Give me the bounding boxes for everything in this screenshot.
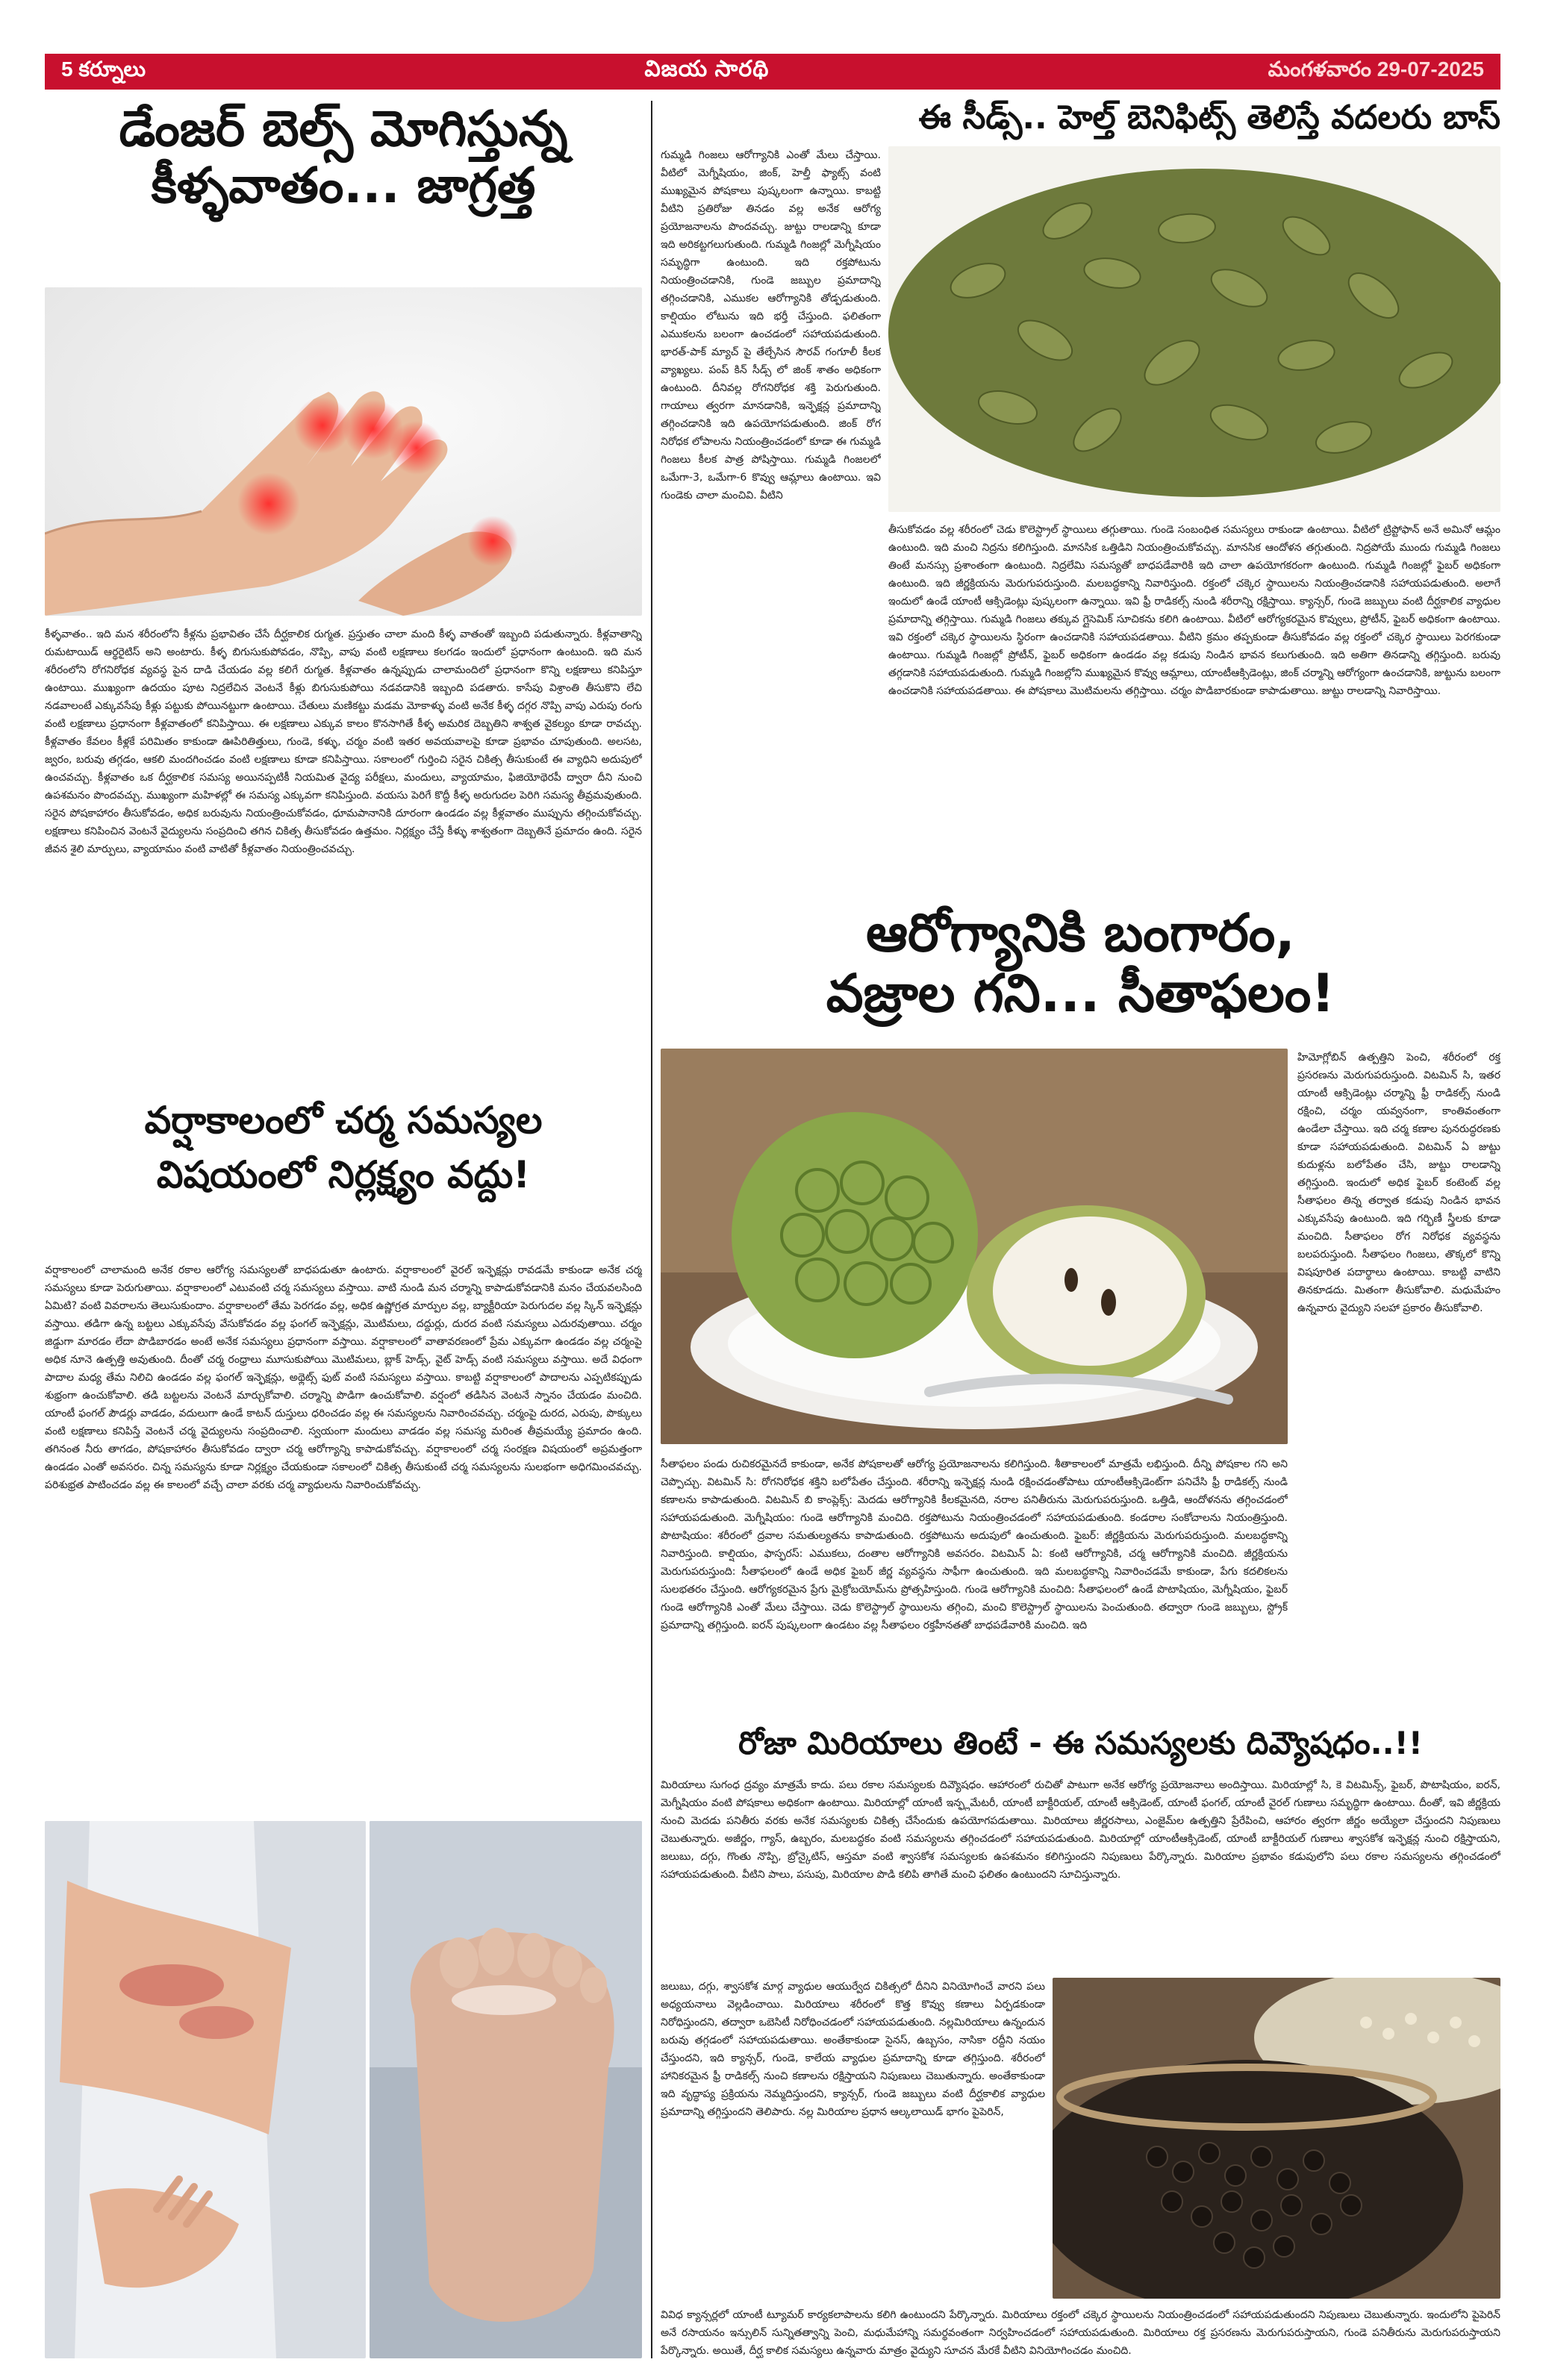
skin-rash-arm-photo (45, 1821, 366, 2358)
arthritis-headline (45, 101, 642, 214)
pepper-body-bottom: వివిధ క్యాన్సర్లలో యాంటీ ట్యూమర్ కార్యకలాపాలను కలిగి ఉంటుందని పేర్కొన్నారు. మిరియాలు రక్తంలో చక్కెర స్థాయిలను నియంత్రించడంలో సహాయపడుతుందని నిపుణులు చెబుతున్నారు. ఇందులోని పైపెరిన్ అనే రసాయనం ఇన్సులిన్ సున్నితత్వాన్ని పెంచి, మధుమేహాన్ని సమర్థవంతంగా నిర్వహించడంలో సహాయపడుతుంది. మిరియాలు రక్త ప్రసరణను మెరుగుపరుస్తాయని, గుండె పనితీరును మెరుగుపరుస్తాయని పేర్కొన్నారు. అయితే, దీర్ఘ కాలిక సమస్యలు ఉన్నవారు మాత్రం వైద్యుని సూచన మేరకే వీటిని వినియోగించడం మంచిది. (661, 2309, 1500, 2357)
custard-body-main: సీతాఫలం పండు రుచికరమైనదే కాకుండా, అనేక పోషకాలతో ఆరోగ్య ప్రయోజనాలను కలిగిస్తుంది. శీతాకాలంలో మాత్రమే లభిస్తుంది. దీన్ని పోషకాల గని అని చెప్పొచ్చు. విటమిన్ సి: రోగనిరోధక శక్తిని బలోపేతం చేస్తుంది. శరీరాన్ని ఇన్ఫెక్షన్ల నుండి రక్షించడంతోపాటు యాంటీఆక్సిడెంట్‌గా పనిచేసి ఫ్రీ రాడికల్స్ నుండి కణాలను కాపాడుతుంది. విటమిన్ బి కాంప్లెక్స్: మెదడు ఆరోగ్యానికి కీలకమైనది, నరాల పనితీరును మెరుగుపరుస్తుంది. ఒత్తిడి, ఆందోళనను తగ్గించడంలో సహాయపడుతుంది. మెగ్నీషియం: గుండె ఆరోగ్యానికి మంచిది. రక్తపోటును నియంత్రించడంలో సహాయపడుతుంది. కండరాల సంకోచాలను నియంత్రిస్తుంది. పొటాషియం: శరీరంలో ద్రవాల సమతుల్యతను కాపాడుతుంది. రక్తపోటును అదుపులో ఉంచుతుంది. ఫైబర్: జీర్ణక్రియను మెరుగుపరుస్తుంది. మలబద్ధకాన్ని నివారిస్తుంది. కాల్షియం, ఫాస్ఫరస్: ఎముకలు, దంతాల ఆరోగ్యానికి అవసరం. విటమిన్ ఏ: కంటి ఆరోగ్యానికి, చర్మ ఆరోగ్యానికి మంచిది. జీర్ణక్రియను మెరుగుపరుస్తుంది: సీతాఫలంలో ఉండే అధిక ఫైబర్ జీర్ణ వ్యవస్థను సాఫీగా ఉంచుతుంది. ఇది మలబద్ధకాన్ని నివారించడమే కాకుండా, పేగు కదలికలను సులభతరం చేస్తుంది. ఆరోగ్యకరమైన ప్రేగు మైక్రోబయోమ్‌ను ప్రోత్సహిస్తుంది. గుండె ఆరోగ్యానికి మంచిది: సీతాఫలంలో ఉండే పొటాషియం, మెగ్నీషియం, ఫైబర్ గుండె ఆరోగ్యానికి ఎంతో మేలు చేస్తాయి. చెడు కొలెస్ట్రాల్ స్థాయిలను తగ్గించి, మంచి కొలెస్ట్రాల్ స్థాయిలను పెంచుతుంది. తద్వారా గుండె జబ్బులు, స్ట్రోక్ ప్రమాదాన్ని తగ్గిస్తుంది. ఐరన్ పుష్కలంగా ఉండటం వల్ల సీతాఫలం రక్తహీనతతో బాధపడేవారికి మంచిది. ఇది (661, 1458, 1288, 1631)
masthead (45, 54, 1500, 90)
skin-title-line1: వర్షాకాలంలో చర్మ సమస్యల (144, 1099, 543, 1142)
date: మంగళవారం 29-07-2025 (1268, 57, 1484, 81)
custard-apple-image (661, 1049, 1288, 1444)
pepper-title: రోజా మిరియాలు తింటే - ఈ సమస్యలకు దివ్యౌషధం..!! (738, 1725, 1423, 1761)
custard-photo (661, 1049, 1288, 1444)
arthritis-title-line2: కీళ్ళవాతం... జాగ్రత్త (151, 156, 536, 214)
pepper-photo (1053, 1978, 1500, 2299)
pepper-body-top: మిరియాలు సుగంధ ద్రవ్యం మాత్రమే కాదు. పలు రకాల సమస్యలకు దివ్యౌషధం. ఆహారంలో రుచితో పాటుగా అనేక ఆరోగ్య ప్రయోజనాలు అందిస్తాయి. మిరియాల్లో సి, కె విటమిన్స్, ఫైబర్, పొటాషియం, ఐరన్, మెగ్నీషియం వంటి పోషకాలు అధికంగా ఉంటాయి. మిరియాల్లో యాంటీ ఇన్ఫ్లమేటరీ, యాంటీ బాక్టీరియల్, యాంటీ ఆక్సిడెంట్, యాంటీ ఫంగల్, యాంటీ వైరల్ గుణాలు సమృద్ధిగా ఉంటాయి. దీంతో, ఇవి జీర్ణక్రియ నుంచి మెదడు పనితీరు వరకు అనేక సమస్యలకు చికిత్స చేసేందుకు ఉపయోగపడుతాయి. మిరియాలు జీర్ణరసాలు, ఎంజైమ్‌ల ఉత్పత్తిని ప్రేరేపించి, ఆహారం త్వరగా జీర్ణం అయ్యేలా చేస్తుందని నిపుణులు చెబుతున్నారు. అజీర్ణం, గ్యాస్, ఉబ్బరం, మలబద్ధకం వంటి సమస్యలను తగ్గించడంలో సహాయపడుతుంది. మిరియాల్లో యాంటీఆక్సిడెంట్, యాంటీ బాక్టీరియల్ గుణాలు శ్వాసకోశ ఇన్ఫెక్షన్ల నుంచి రక్షిస్తాయని, జలుబు, దగ్గు, గొంతు నొప్పి, బ్రోన్కైటిస్, ఆస్తమా వంటి శ్వాసకోశ సమస్యలకు ఉపశమనం కలిగిస్తుందని నిపుణులు పేర్కొన్నారు. మిరియాల ప్రభావం కడుపులోని పలు రకాల సమస్యలను తగ్గించడంలో సహాయపడుతుంది. వీటిని పాలు, పసుపు, మిరియాల పొడి కలిపి తాగితే మంచి ఫలితం ఉంటుందని సూచిస్తున్నారు. (661, 1779, 1500, 1881)
skin-foot-photo (370, 1821, 642, 2358)
column-divider (651, 101, 652, 2358)
skin-body: వర్షాకాలంలో చాలామంది అనేక రకాల ఆరోగ్య సమస్యలతో బాధపడుతూ ఉంటారు. వర్షాకాలంలో వైరల్ ఇన్ఫెక్షన్లు రావడమే కాకుండా అనేక చర్మ సమస్యలు కూడా పెరుగుతాయి. వర్షాకాలంలో ఎటువంటి చర్మ సమస్యలు వస్తాయి. వాటి నుండి మన చర్మాన్ని కాపాడుకోవడానికి మనం చేయవలసింది ఏమిటి? వంటి వివరాలను తెలుసుకుందాం. వర్షాకాలంలో తేమ పెరగడం వల్ల, అధిక ఉష్ణోగ్రత మార్పుల వల్ల, బ్యాక్టీరియా పెరుగుదల వల్ల స్కిన్ ఇన్ఫెక్షన్లు వస్తాయి. తడిగా ఉన్న బట్టలు ఎక్కువసేపు వేసుకోవడం వల్ల ఫంగల్ ఇన్ఫెక్షన్లు, మొటిమలు, దద్దుర్లు, దురద వంటి సమస్యలు ఎదురవుతాయి. చర్మం జిడ్డుగా మారడం లేదా పొడిబారడం అంటే అనేక సమస్యలు ప్రధానంగా వస్తాయి. వర్షాకాలంలో వాతావరణంలో ప్రేమ ఎక్కువగా ఉండడం వల్ల చర్మంపై అధిక నూనె ఉత్పత్తి అవుతుంది. దీంతో చర్మ రంధ్రాలు మూసుకుపోయి మొటిమలు, బ్లాక్ హెడ్స్, వైట్ హెడ్స్ వంటి సమస్యలు వస్తాయి. అదే విధంగా పాదాల మధ్య తేమ నిలిచి ఉండడం వల్ల ఫంగల్ ఇన్ఫెక్షన్లు, అథ్లెట్స్ ఫుట్ వంటి సమస్యలు వస్తాయి. కాబట్టి వర్షాకాలంలో పాదాలను ఎప్పటికప్పుడు శుభ్రంగా ఉంచుకోవాలి. తడి బట్టలను వెంటనే మార్చుకోవాలి. చర్మాన్ని పొడిగా ఉంచుకోవాలి. వర్షంలో తడిసిన వెంటనే స్నానం చేయడం మంచిది. యాంటీ ఫంగల్ పౌడర్లు వాడడం, వదులుగా ఉండే కాటన్ దుస్తులు ధరించడం వల్ల ఈ సమస్యలను నివారించవచ్చు. చర్మంపై దురద, ఎరుపు, పొక్కులు వంటి లక్షణాలు కనిపిస్తే వెంటనే చర్మ వైద్యులను సంప్రదించాలి. స్వయంగా మందులు వాడడం వల్ల సమస్య మరింత తీవ్రమయ్యే ప్రమాదం ఉంది. తగినంత నీరు తాగడం, పోషకాహారం తీసుకోవడం ద్వారా చర్మ ఆరోగ్యాన్ని కాపాడుకోవచ్చు. వర్షాకాలంలో చర్మ సంరక్షణ విషయంలో అప్రమత్తంగా ఉండడం ఎంతో అవసరం. చిన్న సమస్యను కూడా నిర్లక్ష్యం చేయకుండా సకాలంలో చికిత్స తీసుకుంటే చర్మ సమస్యలను సులభంగా అధిగమించవచ్చు. పరిశుభ్రత పాటించడం వల్ల ఈ కాలంలో వచ్చే చాలా వరకు చర్మ వ్యాధులను నివారించుకోవచ్చు. (45, 1264, 642, 1491)
arthritis-body: కీళ్ళవాతం.. ఇది మన శరీరంలోని కీళ్లను ప్రభావితం చేసే దీర్ఘకాలిక రుగ్మత. ప్రస్తుతం చాలా మంది కీళ్ళ వాతంతో ఇబ్బంది పడుతున్నారు. కీళ్లవాతాన్ని రుమటాయిడ్ ఆర్థరైటిస్ అని అంటారు. కీళ్ళ బిగుసుకుపోవడం, నొప్పి, వాపు వంటి లక్షణాలు కలగడం ఇందులో ప్రధానంగా ఉంటుంది. ఇది మన శరీరంలోని రోగనిరోధక వ్యవస్థ పైన దాడి చేయడం వల్ల కలిగే రుగ్మత. కీళ్లవాతం ఉన్నప్పుడు చాలామందిలో ప్రధానంగా కొన్ని లక్షణాలు కనిపిస్తూ ఉంటాయి. ముఖ్యంగా ఉదయం పూట నిద్రలేచిన వెంటనే కీళ్లు బిగుసుకుపోయి నడవడానికి ఇబ్బంది పడతారు. కాసేపు విశ్రాంతి తీసుకొని లేచి నడవాలంటే ఎక్కువసేపు కీళ్లు పట్టుకు పోయినట్టుగా ఉంటాయి. చేతులు మణికట్టు మడమ మోకాళ్ళు వంటి అనేక కీళ్ళ దగ్గర నొప్పి వాపు ఎరుపు రంగు వంటి లక్షణాలు ప్రధానంగా కీళ్లవాతంలో కనిపిస్తాయి. ఈ లక్షణాలు ఎక్కువ కాలం కొనసాగితే కీళ్ళ అమరిక దెబ్బతిని శాశ్వత వైకల్యం కూడా రావచ్చు. కీళ్లవాతం కేవలం కీళ్లకే పరిమితం కాకుండా ఊపిరితిత్తులు, గుండె, కళ్ళు, చర్మం వంటి ఇతర అవయవాలపై కూడా ప్రభావం చూపుతుంది. అలసట, జ్వరం, బరువు తగ్గడం, ఆకలి మందగించడం వంటి లక్షణాలు కూడా కనిపిస్తాయి. సకాలంలో గుర్తించి సరైన చికిత్స తీసుకుంటే ఈ వ్యాధిని అదుపులో ఉంచవచ్చు. కీళ్లవాతం ఒక దీర్ఘకాలిక సమస్య అయినప్పటికీ నియమిత వైద్య పరీక్షలు, మందులు, వ్యాయామం, ఫిజియోథెరపీ ద్వారా దీని నుంచి ఉపశమనం పొందవచ్చు. ముఖ్యంగా మహిళల్లో ఈ సమస్య ఎక్కువగా కనిపిస్తుంది. వయసు పెరిగే కొద్దీ కీళ్ళ అరుగుదల పెరిగి సమస్య తీవ్రమవుతుంది. సరైన పోషకాహారం తీసుకోవడం, అధిక బరువును నియంత్రించుకోవడం, ధూమపానానికి దూరంగా ఉండడం వల్ల కీళ్లవాతం ముప్పును తగ్గించుకోవచ్చు. లక్షణాలు కనిపించిన వెంటనే వైద్యులను సంప్రదించి తగిన చికిత్స తీసుకోవడం ఉత్తమం. నిర్లక్ష్యం చేస్తే కీళ్ళు శాశ్వతంగా దెబ్బతినే ప్రమాదం ఉంది. సరైన జీవన శైలి మార్పులు, వ్యాయామం వంటి వాటితో కీళ్లవాతం నియంత్రించవచ్చు. (45, 628, 642, 855)
pumpkin-seeds-image (888, 146, 1500, 512)
skin-title-line2: విషయంలో నిర్లక్ష్యం వద్దు! (156, 1152, 531, 1196)
pepper-body-left: జలుబు, దగ్గు, శ్వాసకోశ మార్గ వ్యాధుల ఆయుర్వేద చికిత్సలో దీనిని వినియోగించే వారని పలు అధ్యయనాలు వెల్లడించాయి. మిరియాలు శరీరంలో కొత్త కొవ్వు కణాలు ఏర్పడకుండా నిరోధిస్తుందని, తద్వారా ఒబెసిటీ నిరోధించడంలో సహాయపడుతుంది. నల్లమిరియాలు ఉన్నందున బరువు తగ్గడంలో సహాయపడుతాయి. అంతేకాకుండా సైనస్, ఉబ్బసం, నాసికా రద్దీని నయం చేస్తుందని, ఇది క్యాన్సర్, గుండె, కాలేయ వ్యాధుల ప్రమాదాన్ని కూడా తగ్గిస్తుంది. శరీరంలో హానికరమైన ఫ్రీ రాడికల్స్ నుంచి కణాలను రక్షిస్తాయని నిపుణులు చెబుతున్నారు. అంతేకాకుండా ఇది వృద్ధాప్య ప్రక్రియను నెమ్మదిస్తుందని, క్యాన్సర్, గుండె జబ్బులు వంటి దీర్ఘకాలిక వ్యాధుల ప్రమాదాన్ని తగ్గిస్తుందని తెలిపారు. నల్ల మిరియాల ప్రధాన ఆల్కలాయిడ్ భాగం పైపెరిన్, (661, 1981, 1045, 2118)
black-pepper-image (1053, 1978, 1500, 2299)
pepper-headline (661, 1725, 1500, 1761)
seeds-photo (888, 146, 1500, 512)
seeds-title: ఈ సీడ్స్.. హెల్త్ బెనిఫిట్స్ తెలిస్తే వదలరు బాస్ (918, 99, 1500, 137)
seeds-body-wide: తీసుకోవడం వల్ల శరీరంలో చెడు కొలెస్ట్రాల్ స్థాయిలు తగ్గుతాయి. గుండె సంబంధిత సమస్యలు రాకుండా ఉంటాయి. వీటిలో ట్రిప్టోఫాన్ అనే అమినో ఆమ్లం ఉంటుంది. ఇది మంచి నిద్రను కలిగిస్తుంది. మానసిక ఒత్తిడిని నియంత్రించుకోవచ్చు. మానసిక ఆందోళన తగ్గుతుంది. నిద్రపోయే ముందు గుమ్మడి గింజలు తింటే మనస్సు ప్రశాంతంగా ఉంటుంది. నిద్రలేమి సమస్యతో బాధపడేవారికి ఇది చాలా ఉపయోగకరంగా ఉంటుంది. గుమ్మడి గింజల్లో ఫైబర్ అధికంగా ఉంటుంది. ఇది జీర్ణక్రియను మెరుగుపరుస్తుంది. మలబద్ధకాన్ని నివారిస్తుంది. రక్తంలో చక్కెర స్థాయిలను నియంత్రించడానికి సహాయపడుతుంది. అలాగే ఇందులో ఉండే యాంటీ ఆక్సిడెంట్లు పుష్కలంగా ఉన్నాయి. ఇవి ఫ్రీ రాడికల్స్ నుండి శరీరాన్ని రక్షిస్తాయి. క్యాన్సర్, గుండె జబ్బులు వంటి దీర్ఘకాలిక వ్యాధుల ప్రమాదాన్ని తగ్గిస్తాయి. గుమ్మడి గింజలు తక్కువ గ్లైసెమిక్ సూచికను కలిగి ఉంటాయి. వీటిలో ఆరోగ్యకరమైన కొవ్వులు, ప్రోటీన్, ఫైబర్ అధికంగా ఉంటాయి. ఇవి రక్తంలో చక్కెర స్థాయిలను స్థిరంగా ఉంచడానికి సహాయపడతాయి. వీటిని క్రమం తప్పకుండా తీసుకోవడం వల్ల రక్తంలో చక్కెర స్థాయిలు పెరగకుండా ఉంటాయి. గుమ్మడి గింజల్లో ప్రోటీన్, ఫైబర్ అధికంగా ఉండడం వల్ల కడుపు నిండిన భావన కలుగుతుంది. ఇది అతిగా తినడాన్ని తగ్గిస్తుంది. బరువు తగ్గడానికి సహాయపడుతుంది. గుమ్మడి గింజల్లోని ముఖ్యమైన కొవ్వు ఆమ్లాలు, యాంటీఆక్సిడెంట్లు, జింక్ చర్మాన్ని ఆరోగ్యంగా ఉంచడానికి, జుట్టును బలంగా ఉంచడానికి సహాయపడతాయి. ఈ పోషకాలు మొటిమలను తగ్గిస్తాయి. చర్మం పొడిబారకుండా కాపాడుతాయి. జుట్టు రాలడాన్ని నివారిస్తాయి. (888, 524, 1500, 697)
rash-arm-image (45, 1821, 366, 2358)
page-label: 5 కర్నూలు (61, 57, 146, 81)
skin-headline (45, 1093, 642, 1202)
hand-joint-pain-image (45, 287, 642, 616)
paper-name: విజయ సారథి (644, 56, 770, 81)
custard-title-line1: ఆరోగ్యానికి బంగారం, (866, 902, 1295, 963)
fungal-foot-image (370, 1821, 642, 2358)
seeds-body-column: గుమ్మడి గింజలు ఆరోగ్యానికి ఎంతో మేలు చేస్తాయి. వీటిలో మెగ్నీషియం, జింక్, హెల్తీ ఫ్యాట్స్ వంటి ముఖ్యమైన పోషకాలు పుష్కలంగా ఉన్నాయి. కాబట్టి వీటిని ప్రతిరోజు తినడం వల్ల అనేక ఆరోగ్య ప్రయోజనాలను పొందవచ్చు. జుట్టు రాలడాన్ని కూడా ఇది అరికట్టగలుగుతుంది. గుమ్మడి గింజల్లో మెగ్నీషియం సమృద్ధిగా ఉంటుంది. ఇది రక్తపోటును నియంత్రించడానికి, గుండె జబ్బుల ప్రమాదాన్ని తగ్గించడానికి, ఎముకల ఆరోగ్యానికి తోడ్పడుతుంది. కాల్షియం లోటును ఇది భర్తీ చేస్తుంది. ఫలితంగా ఎముకలను బలంగా ఉంచడంలో సహాయపడుతుంది. భారత్-పాక్ మ్యాచ్ పై తేల్చేసిన సౌరవ్ గంగూలీ కీలక వ్యాఖ్యలు. పంప్ కిన్ సీడ్స్ లో జింక్ శాతం అధికంగా ఉంటుంది. దీనివల్ల రోగనిరోధక శక్తి పెరుగుతుంది. గాయాలు త్వరగా మానడానికి, ఇన్ఫెక్షన్ల ప్రమాదాన్ని తగ్గించడానికి ఇది ఉపయోగపడుతుంది. జింక్ రోగ నిరోధక లోపాలను నియంత్రించడంలో కూడా ఈ గుమ్మడి గింజలు కీలక పాత్ర పోషిస్తాయి. గుమ్మడి గింజలలో ఒమేగా-3, ఒమేగా-6 కొవ్వు ఆమ్లాలు ఉంటాయి. ఇవి గుండెకు చాలా మంచివి. వీటిని (661, 149, 881, 502)
custard-body-side: హిమోగ్లోబిన్ ఉత్పత్తిని పెంచి, శరీరంలో రక్త ప్రసరణను మెరుగుపరుస్తుంది. విటమిన్ సి, ఇతర యాంటీ ఆక్సిడెంట్లు చర్మాన్ని ఫ్రీ రాడికల్స్ నుండి రక్షించి, చర్మం యవ్వనంగా, కాంతివంతంగా ఉండేలా చేస్తాయి. ఇది చర్మ కణాల పునరుద్ధరణకు కూడా సహాయపడుతుంది. విటమిన్ ఏ జుట్టు కుదుళ్లను బలోపేతం చేసి, జుట్టు రాలడాన్ని తగ్గిస్తుంది. ఇందులో అధిక ఫైబర్ కంటెంట్ వల్ల సీతాఫలం తిన్న తర్వాత కడుపు నిండిన భావన ఎక్కువసేపు ఉంటుంది. ఇది గర్భిణీ స్త్రీలకు కూడా మంచిది. సీతాఫలం రోగ నిరోధక వ్యవస్థను బలపరుస్తుంది. సీతాఫలం గింజలు, తొక్కలో కొన్ని విషపూరిత పదార్థాలు ఉంటాయి. కాబట్టి వాటిని తినకూడదు. మితంగా తీసుకోవాలి. మధుమేహం ఉన్నవారు వైద్యుని సలహా ప్రకారం తీసుకోవాలి. (1297, 1052, 1500, 1314)
arthritis-photo (45, 287, 642, 616)
custard-headline (661, 903, 1500, 1023)
seeds-headline (661, 99, 1500, 137)
custard-title-line2: వజ్రాల గని... సీతాఫలం! (826, 962, 1335, 1024)
arthritis-title-line1: డేంజర్ బెల్స్ మోగిస్తున్న (119, 100, 568, 157)
